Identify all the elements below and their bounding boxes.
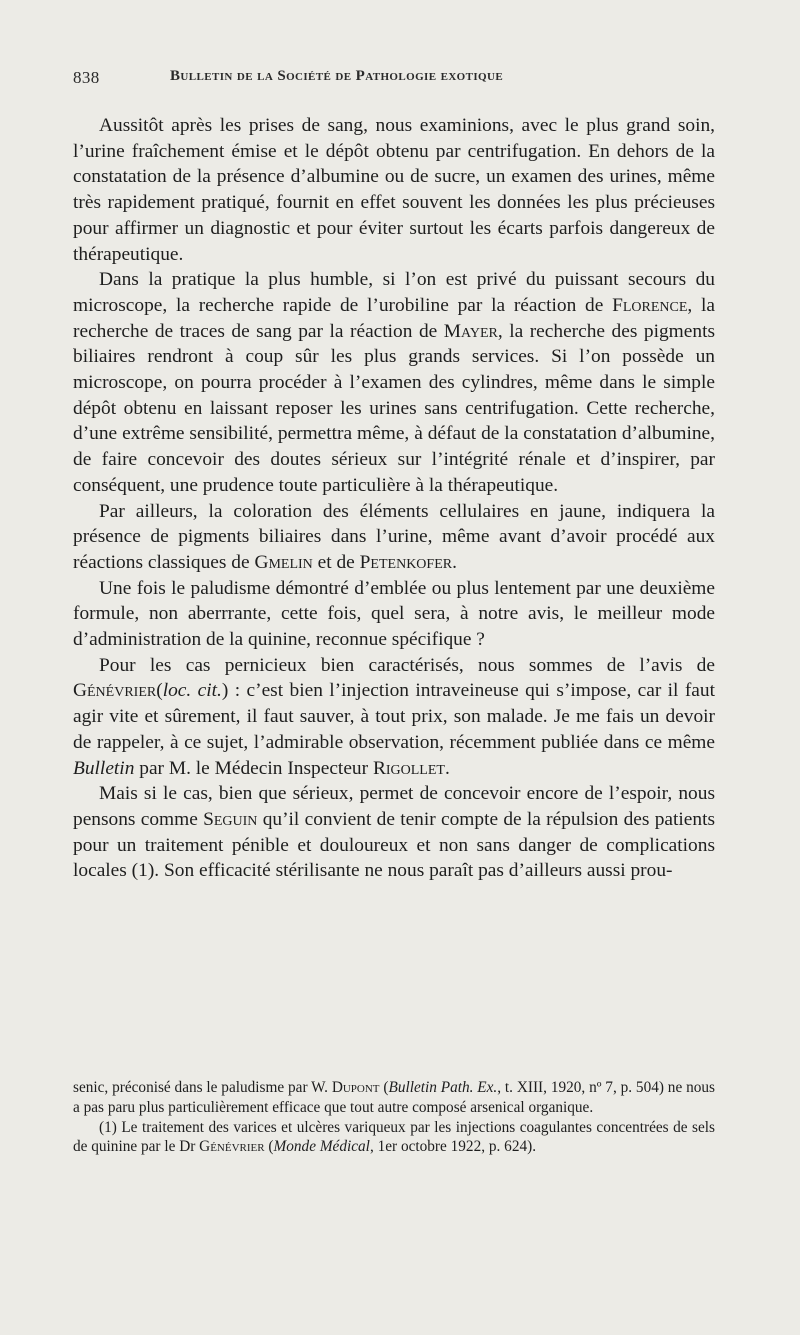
author-rigollet: Rigollet — [372, 757, 445, 779]
author-mayer: Mayer — [443, 320, 498, 342]
paragraph-6 — [73, 781, 715, 884]
author-petenkofer: Petenkofer — [359, 551, 453, 573]
text-run: . — [444, 757, 450, 779]
author-genevrier: Génévrier — [73, 680, 157, 702]
footnote-continuation — [73, 1078, 715, 1118]
page-number: 838 — [73, 68, 100, 87]
journal-bulletin: Bulletin — [73, 757, 135, 779]
text-run: . — [452, 551, 457, 573]
body-text — [73, 113, 715, 884]
author-dupont: Dupont — [331, 1079, 380, 1096]
journal-bulletin-path: Bulletin Path. Ex. — [388, 1079, 498, 1096]
text-run: Par ailleurs, la coloration des éléments cellulaires en jaune, indiquera la présence de pigments biliaires dans l’urine, même avant d’avoir procédé aux réactions classiques de — [73, 500, 715, 573]
text-run: (1) Le traitement des varices et ulcères variqueux par les injections coagulantes concentrées de sels de quinine par le Dr — [73, 1118, 715, 1156]
text-run: senic, préconisé dans le paludisme par W. — [73, 1079, 332, 1096]
text-run: qu’il convient de tenir compte de la répulsion des patients pour un traitement pénible et douloureux et non sans danger de complications locales (1). Son efficacité stérilisante ne nous paraît pas d’ailleurs aussi prou- — [73, 808, 716, 882]
text-run: ( — [156, 680, 163, 702]
author-gmelin: Gmelin — [254, 551, 313, 573]
text-run: : c’est bien l’injection intraveineuse qui s’impose, car il faut agir vite et sûrement, il faut sauver, à tout prix, son malade. Je me fais un devoir de rappeler, à ce sujet, l’admirable observation, récemment publiée dans ce même — [73, 680, 715, 753]
paragraph-1: Aussitôt après les prises de sang, nous examinions, avec le plus grand soin, l’urine fraîchement émise et le dépôt obtenu par centrifugation. En dehors de la constatation de la présence d’albumine ou de sucre, un examen des urines, même très rapidement pratiqué, fournit en effet souvent les données les plus précieuses pour affirmer un diagnostic et pour éviter surtout les écarts parfois dangereux de thérapeutique. — [73, 115, 715, 265]
text-run: ) — [221, 680, 229, 702]
text-run: Dans la pratique la plus humble, si l’on est privé du puissant secours du microscope, la recherche rapide de l’urobiline par la réaction de — [73, 269, 715, 316]
author-genevrier-note: Génévrier — [199, 1138, 265, 1156]
text-run: et de — [312, 551, 360, 573]
author-seguin: Seguin — [203, 808, 258, 830]
text-run: par M. le Médecin Inspecteur — [134, 757, 373, 779]
text-run: , t. XIII, 1920, nº 7, p. 504) ne nous a pas paru plus particulièrement efficace que tout autre composé arsenical organique. — [73, 1079, 715, 1116]
paragraph-4: Une fois le paludisme démontré d’emblée ou plus lentement par une deuxième formule, non aberrrante, cette fois, quel sera, à notre avis, le meilleur mode d’administration de la quinine, reconnue spécifique ? — [73, 577, 715, 651]
citation-loc-cit: loc. cit. — [162, 680, 222, 702]
text-run: , la recherche des pigments biliaires rendront à coup sûr les plus grands services. Si l’on possède un microscope, on pourra procéder à l’examen des cylindres, même dans le simple dépôt obtenu en laissant reposer les urines sans centrifugation. Cette recherche, d’une extrême sensibilité, permettra même, à défaut de la constatation d’albumine, de faire concevoir des doutes sérieux sur l’intégrité rénale et d’inspirer, par conséquent, une prudence toute particulière à la thérapeutique. — [73, 320, 715, 496]
footnotes — [73, 1078, 715, 1157]
paragraph-3 — [73, 499, 715, 576]
text-run: , la recherche de traces de sang par la réaction de — [73, 294, 715, 342]
text-run: ( — [264, 1138, 274, 1156]
text-run: , 1er octobre 1922, p. 624). — [369, 1138, 537, 1156]
text-run: Mais si le cas, bien que sérieux, permet de concevoir encore de l’espoir, nous pensons comme — [73, 783, 715, 830]
running-title: Bulletin de la Société de Pathologie exotique — [170, 68, 504, 84]
journal-monde-medical: Monde Médical — [273, 1138, 370, 1156]
author-florence: Florence — [612, 294, 688, 316]
paragraph-5 — [73, 653, 715, 782]
footnote-1 — [73, 1118, 715, 1158]
text-run: ( — [379, 1079, 389, 1096]
paragraph-2 — [73, 267, 715, 498]
text-run: Pour les cas pernicieux bien caractérisés, nous sommes de l’avis de — [99, 654, 715, 676]
